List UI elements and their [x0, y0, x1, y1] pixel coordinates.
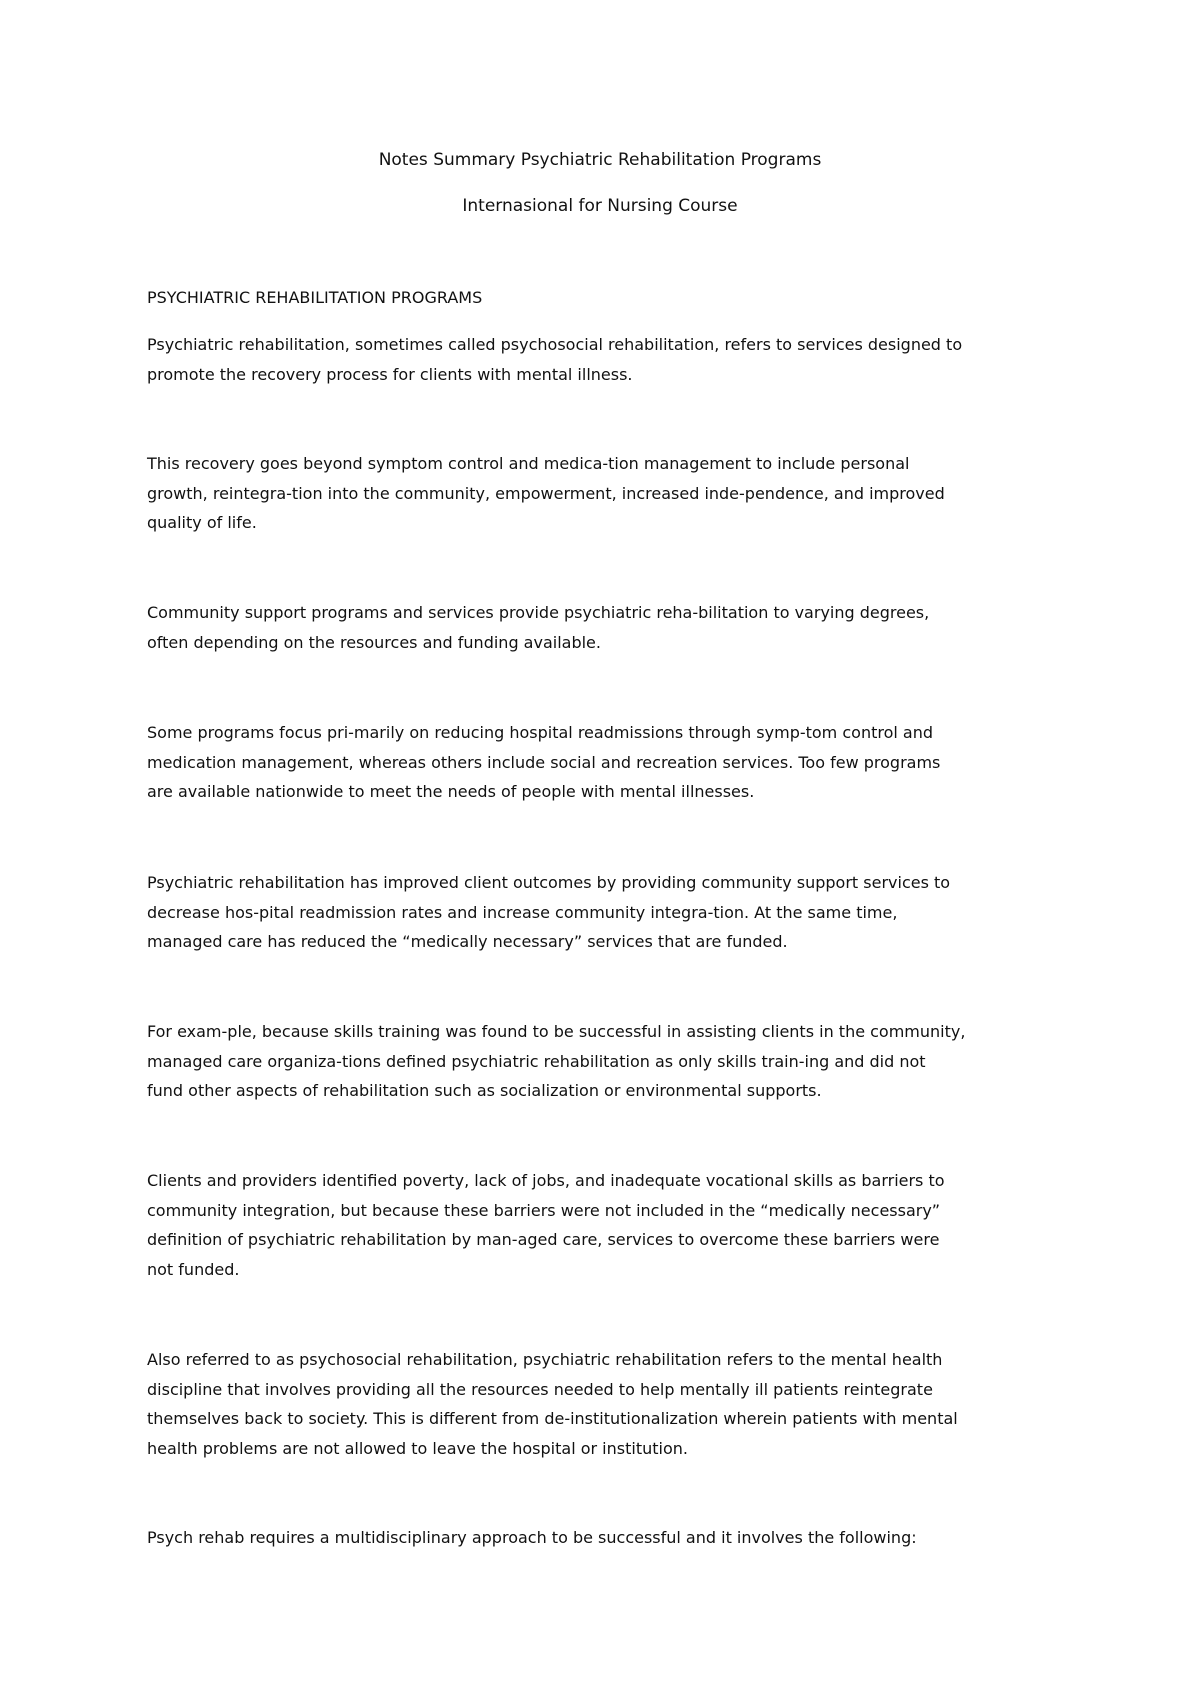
paragraph-line: growth, reintegra-tion into the community, empowerment, increased inde-pendence, and improved	[147, 483, 945, 503]
paragraph-line: definition of psychiatric rehabilitation by man-aged care, services to overcome these barriers were	[147, 1230, 940, 1249]
paragraph-line: Psychiatric rehabilitation, sometimes called psychosocial rehabilitation, refers to services designed to	[147, 335, 963, 354]
paragraph-line: discipline that involves providing all the resources needed to help mentally ill patients reintegrate	[147, 1379, 933, 1399]
paragraph-line: promote the recovery process for clients with mental illness.	[147, 364, 633, 384]
paragraph-line: not funded.	[147, 1259, 240, 1279]
paragraph-line: managed care organiza-tions defined psychiatric rehabilitation as only skills train-ing and did not	[147, 1051, 926, 1071]
paragraph-line: fund other aspects of rehabilitation such as socialization or environmental supports.	[147, 1081, 822, 1100]
paragraph-line: managed care has reduced the “medically necessary” services that are funded.	[147, 932, 788, 951]
paragraph-line: Community support programs and services provide psychiatric reha-bilitation to varying degrees,	[147, 603, 930, 622]
paragraph	[147, 1017, 1077, 1106]
paragraph	[147, 449, 1077, 538]
section-heading: PSYCHIATRIC REHABILITATION PROGRAMS	[147, 288, 483, 307]
paragraph-line: medication management, whereas others include social and recreation services. Too few programs	[147, 752, 941, 772]
document-subtitle: Internasional for Nursing Course	[462, 196, 738, 216]
paragraph-line: health problems are not allowed to leave the hospital or institution.	[147, 1438, 688, 1458]
paragraph-line: community integration, but because these barriers were not included in the “medically necessary”	[147, 1200, 941, 1220]
paragraph-line: Psychiatric rehabilitation has improved client outcomes by providing community support services to	[147, 873, 951, 892]
paragraph	[147, 1345, 1077, 1463]
paragraph-line: decrease hos-pital readmission rates and increase community integra-tion. At the same time,	[147, 902, 898, 922]
paragraph-line: quality of life.	[147, 513, 257, 532]
paragraph	[147, 718, 1077, 807]
paragraph-line: Clients and providers identified poverty, lack of jobs, and inadequate vocational skills as barriers to	[147, 1171, 945, 1190]
paragraph-line: For exam-ple, because skills training was found to be successful in assisting clients in the community,	[147, 1022, 966, 1041]
paragraph-line: This recovery goes beyond symptom control and medica-tion management to include personal	[147, 454, 910, 473]
paragraph-line: themselves back to society. This is different from de-institutionalization wherein patients with mental	[147, 1409, 958, 1428]
paragraph	[147, 868, 1077, 957]
paragraph-line: Also referred to as psychosocial rehabilitation, psychiatric rehabilitation refers to the mental health	[147, 1350, 943, 1369]
paragraph	[147, 330, 1077, 389]
paragraph-line: often depending on the resources and funding available.	[147, 632, 601, 652]
paragraph-line: Psych rehab requires a multidisciplinary approach to be successful and it involves the following:	[147, 1528, 917, 1547]
document-title: Notes Summary Psychiatric Rehabilitation Programs	[378, 150, 822, 170]
paragraph-line: are available nationwide to meet the needs of people with mental illnesses.	[147, 782, 755, 801]
paragraph	[147, 1523, 1077, 1553]
paragraph-line: Some programs focus pri-marily on reducing hospital readmissions through symp-tom control and	[147, 723, 933, 742]
paragraph	[147, 1166, 1077, 1284]
paragraph	[147, 598, 1077, 657]
